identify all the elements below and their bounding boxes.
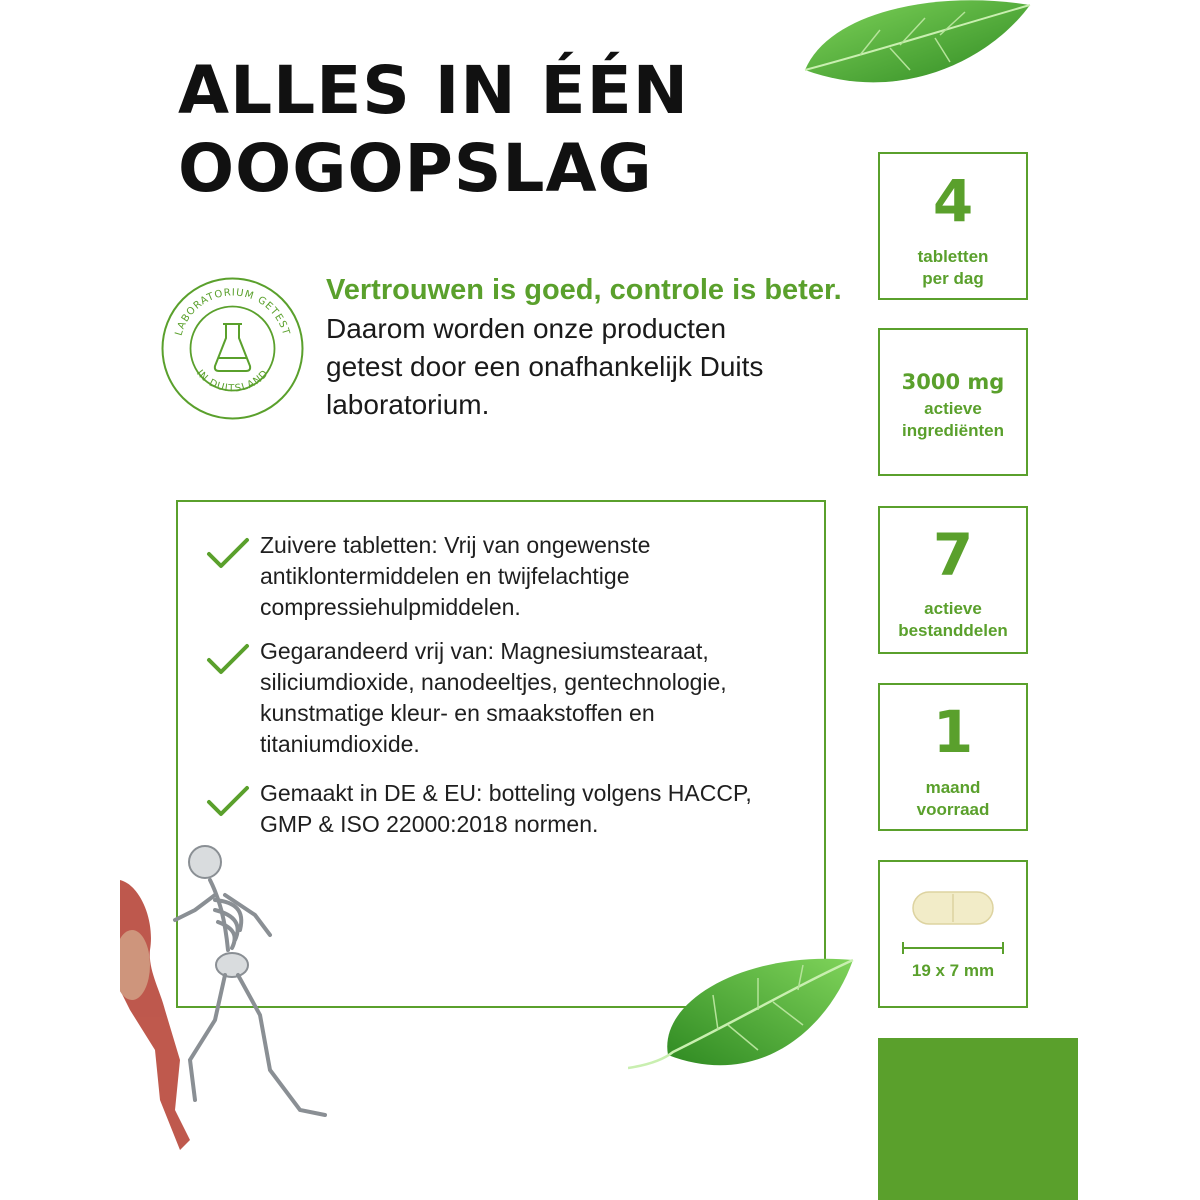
flask-icon — [215, 324, 250, 371]
check-icon — [206, 636, 260, 760]
stat-label: voorraad — [916, 800, 990, 819]
stat-card-tablets — [878, 152, 1028, 300]
stat-label: per dag — [922, 269, 984, 288]
feature-line: compressiehulpmiddelen. — [260, 594, 521, 620]
stat-label: actieve — [924, 599, 982, 618]
headline-line-1: ALLES IN ÉÉN — [178, 52, 689, 129]
stat-card-dosage — [878, 328, 1028, 476]
stat-value: 3000 mg — [901, 370, 1005, 394]
tablet-size-label: 19 x 7 mm — [911, 961, 995, 980]
feature-line: GMP & ISO 22000:2018 normen. — [260, 811, 599, 837]
muscle-figure — [120, 880, 190, 1150]
trust-line: getest door een onafhankelijk Duits — [326, 351, 764, 382]
stat-label: tabletten — [917, 247, 989, 266]
stat-value: 7 — [932, 521, 974, 589]
feature-item — [206, 636, 766, 760]
feature-item — [206, 778, 766, 840]
headline-line-2: OOGOPSLAG — [178, 130, 653, 207]
leaf-icon — [628, 940, 858, 1090]
stat-label: actieve — [924, 399, 982, 418]
trust-line: Daarom worden onze producten — [326, 313, 727, 344]
trust-line: laboratorium. — [326, 389, 490, 420]
tablet-icon — [888, 878, 1018, 968]
check-icon — [206, 778, 260, 840]
accent-block — [878, 1038, 1078, 1200]
page-title — [178, 52, 689, 208]
stat-card-size — [878, 860, 1028, 1008]
feature-line: Gemaakt in DE & EU: botteling volgens HACCP, — [260, 780, 752, 806]
stat-label: bestanddelen — [898, 621, 1008, 640]
running-skeleton-illustration — [120, 840, 340, 1200]
trust-section — [326, 272, 842, 424]
trust-body — [326, 310, 836, 424]
trust-heading: Vertrouwen is goed, controle is beter. — [326, 274, 842, 306]
feature-line: Zuivere tabletten: Vrij van ongewenste — [260, 532, 651, 558]
check-icon — [206, 530, 260, 623]
stat-value: 4 — [932, 167, 974, 235]
feature-line: antiklontermiddelen en twijfelachtige — [260, 563, 630, 589]
svg-text:LABORATORIUM GETEST: LABORATORIUM GETEST — [173, 287, 292, 338]
skeleton-figure — [175, 846, 325, 1115]
feature-line: Gegarandeerd vrij van: Magnesiumstearaat, — [260, 638, 709, 664]
feature-line: siliciumdioxide, nanodeeltjes, gentechnologie, — [260, 669, 727, 695]
stat-card-supply — [878, 683, 1028, 831]
leaf-icon — [790, 0, 1040, 110]
feature-item — [206, 530, 766, 623]
svg-text:IN DUITSLAND: IN DUITSLAND — [193, 367, 272, 395]
stat-label: maand — [925, 778, 981, 797]
stat-label: ingrediënten — [901, 421, 1004, 440]
lab-tested-badge — [160, 276, 305, 421]
feature-line: kunstmatige kleur- en smaakstoffen en — [260, 700, 655, 726]
stat-card-ingredients — [878, 506, 1028, 654]
stat-value: 1 — [932, 698, 974, 766]
feature-line: titaniumdioxide. — [260, 731, 420, 757]
